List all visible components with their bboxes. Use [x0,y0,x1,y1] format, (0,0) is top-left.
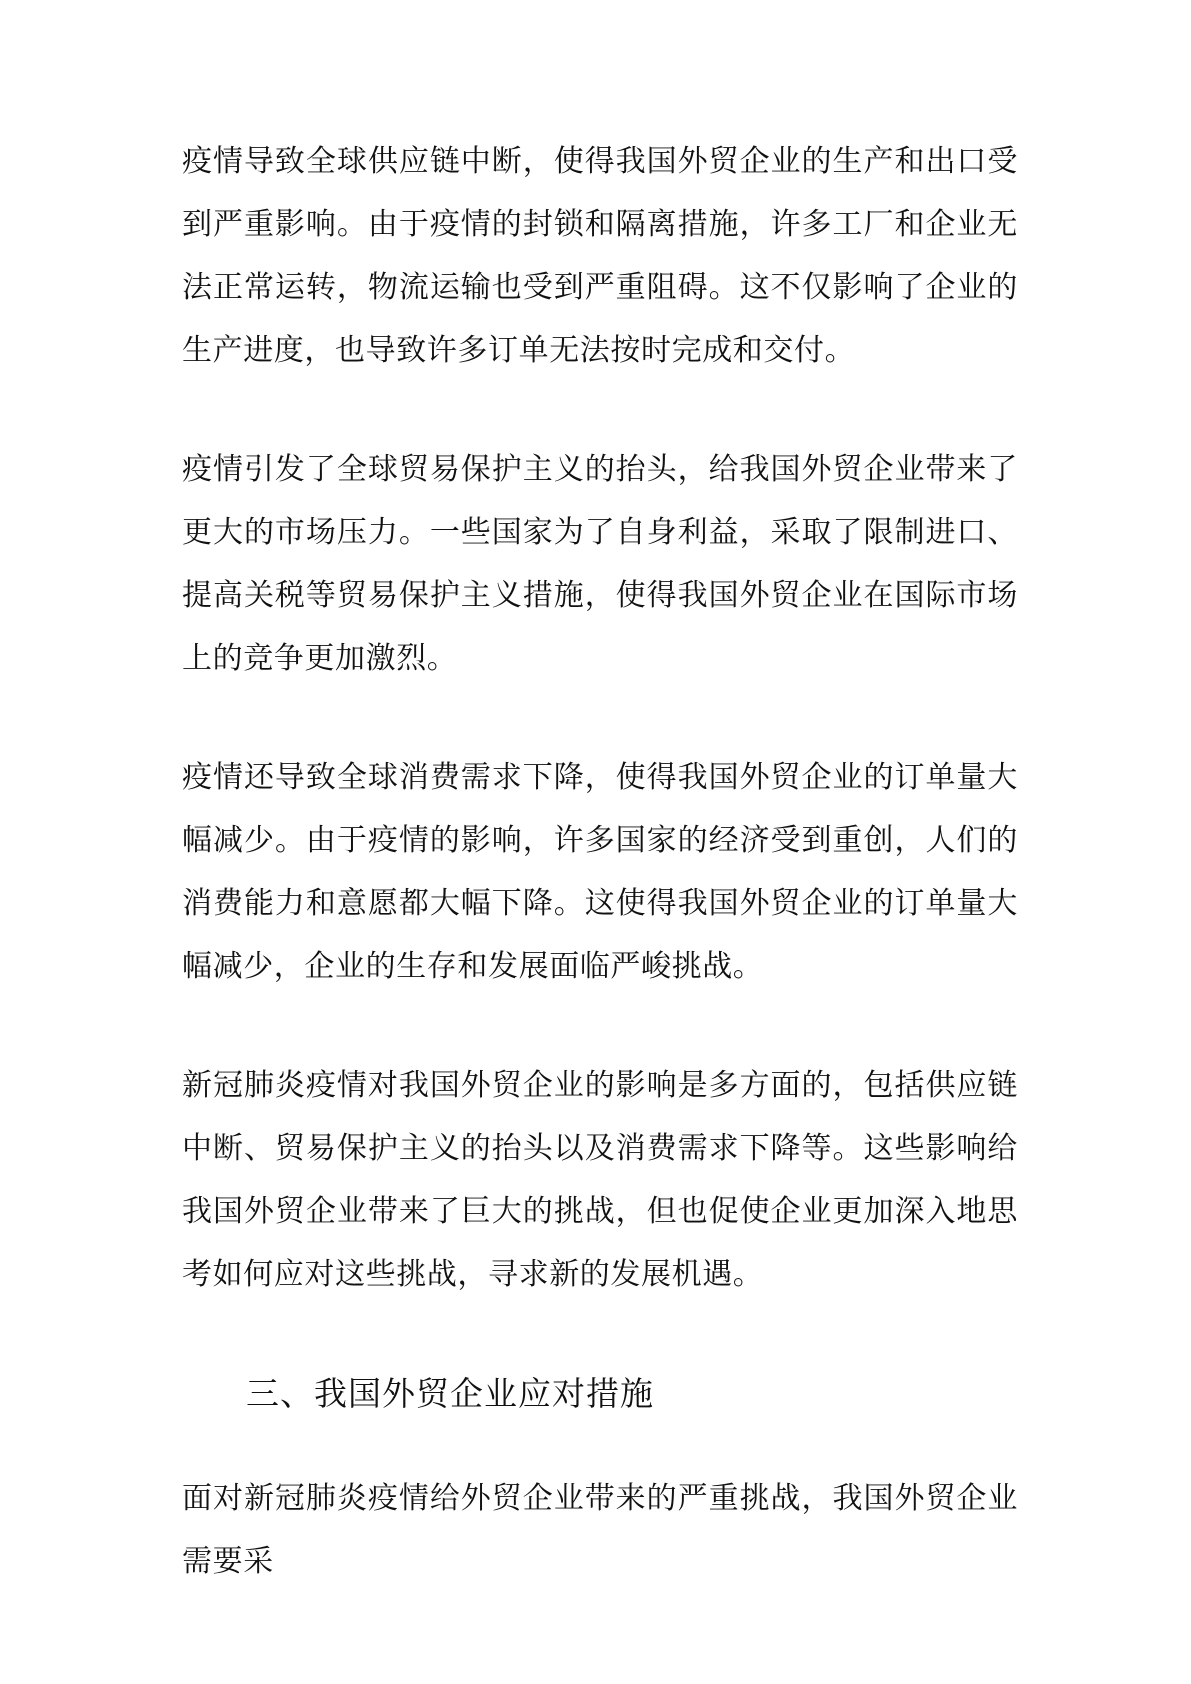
section-heading: 三、我国外贸企业应对措施 [246,1374,654,1413]
section-spacer [182,1425,1018,1467]
paragraph-demand-decline: 疫情还导致全球消费需求下降，使得我国外贸企业的订单量大幅减少。由于疫情的影响，许多国家的经济受到重创，人们的消费能力和意愿都大幅下降。这使得我国外贸企业的订单量大幅减少，企业的生存和发展面临严峻挑战。 [182,760,1018,984]
paragraph-spacer [182,690,1018,746]
paragraph-closing: 面对新冠肺炎疫情给外贸企业带来的严重挑战，我国外贸企业需要采 [182,1481,1018,1579]
paragraph-spacer [182,998,1018,1054]
document-body [182,130,1018,1593]
paragraph-summary: 新冠肺炎疫情对我国外贸企业的影响是多方面的，包括供应链中断、贸易保护主义的抬头以及消费需求下降等。这些影响给我国外贸企业带来了巨大的挑战，但也促使企业更加深入地思考如何应对这些挑战，寻求新的发展机遇。 [182,1068,1018,1292]
paragraph-supply-chain: 疫情导致全球供应链中断，使得我国外贸企业的生产和出口受到严重影响。由于疫情的封锁和隔离措施，许多工厂和企业无法正常运转，物流运输也受到严重阻碍。这不仅影响了企业的生产进度，也导致许多订单无法按时完成和交付。 [182,144,1018,368]
section-spacer [182,1306,1018,1362]
paragraph-spacer [182,382,1018,438]
paragraph-trade-protectionism: 疫情引发了全球贸易保护主义的抬头，给我国外贸企业带来了更大的市场压力。一些国家为了自身利益，采取了限制进口、提高关税等贸易保护主义措施，使得我国外贸企业在国际市场上的竞争更加激烈。 [182,452,1018,676]
